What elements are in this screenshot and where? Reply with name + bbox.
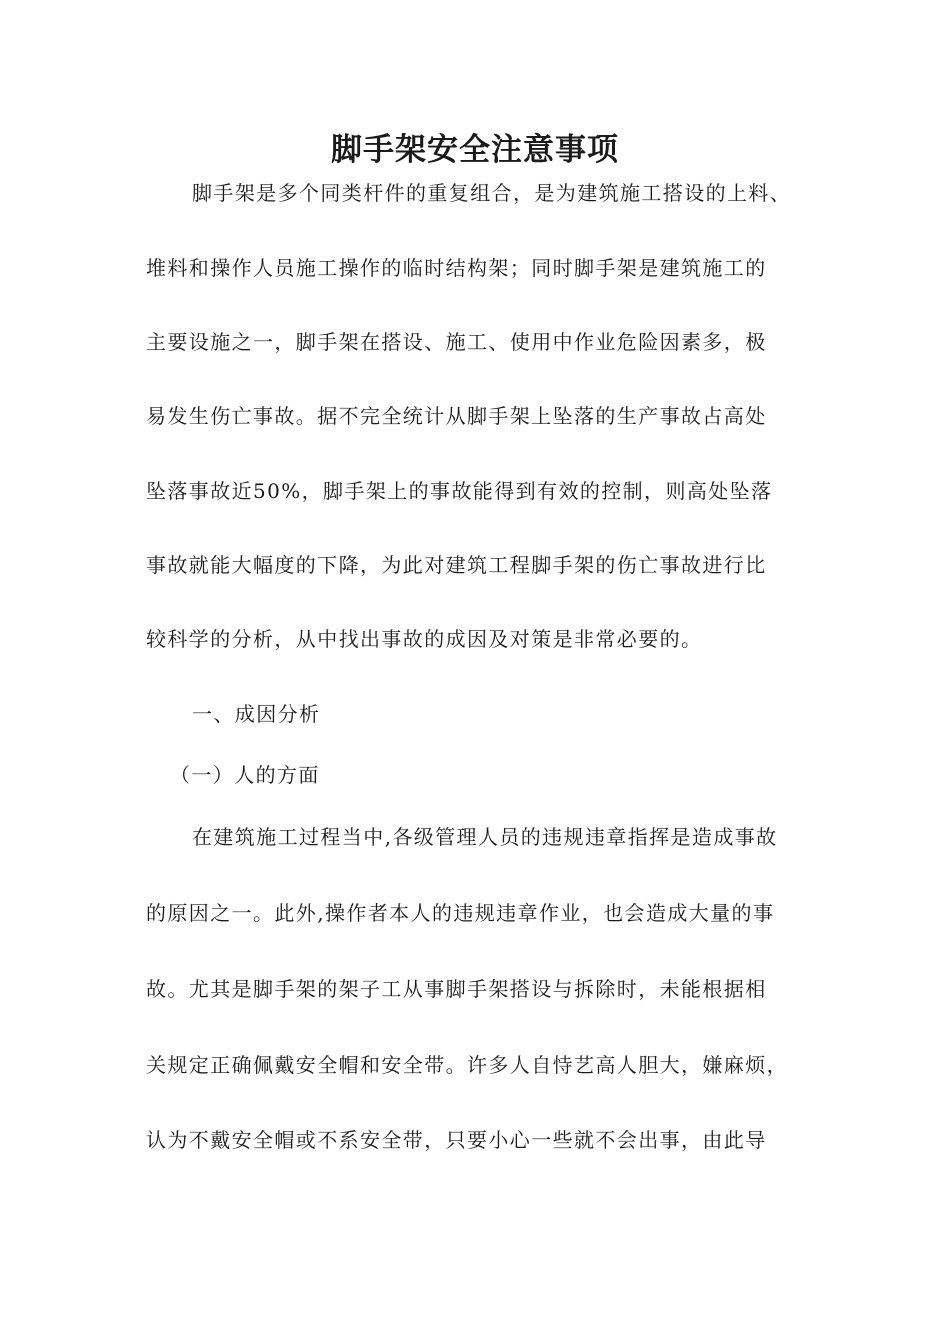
paragraph-1-line-4: 易发生伤亡事故。据不完全统计从脚手架上坠落的生产事故占高处 <box>146 404 767 428</box>
paragraph-2-line-5: 认为不戴安全帽或不系安全带，只要小心一些就不会出事，由此导 <box>146 1128 767 1152</box>
paragraph-1-line-3: 主要设施之一，脚手架在搭设、施工、使用中作业危险因素多，极 <box>146 330 767 354</box>
paragraph-1-line-6: 事故就能大幅度的下降，为此对建筑工程脚手架的伤亡事故进行比 <box>146 553 767 577</box>
paragraph-2-line-3: 故。尤其是脚手架的架子工从事脚手架搭设与拆除时，未能根据相 <box>146 977 767 1001</box>
paragraph-1-line-2: 堆料和操作人员施工操作的临时结构架；同时脚手架是建筑施工的 <box>146 256 767 280</box>
paragraph-2-line-4: 关规定正确佩戴安全帽和安全带。许多人自恃艺高人胆大，嫌麻烦， <box>146 1053 788 1077</box>
paragraph-1-line-7: 较科学的分析，从中找出事故的成因及对策是非常必要的。 <box>146 627 703 651</box>
document-title: 脚手架安全注意事项 <box>331 132 619 168</box>
paragraph-2-line-2: 的原因之一。此外,操作者本人的违规违章作业，也会造成大量的事 <box>146 901 775 925</box>
paragraph-2-line-1: 在建筑施工过程当中,各级管理人员的违规违章指挥是造成事故 <box>192 825 778 849</box>
paragraph-1-line-5: 坠落事故近50%，脚手架上的事故能得到有效的控制，则高处坠落 <box>146 479 773 503</box>
subsection-heading: （一）人的方面 <box>170 763 320 787</box>
section-heading: 一、成因分析 <box>192 702 321 726</box>
paragraph-1-line-1: 脚手架是多个同类杆件的重复组合，是为建筑施工搭设的上料、 <box>192 181 792 205</box>
